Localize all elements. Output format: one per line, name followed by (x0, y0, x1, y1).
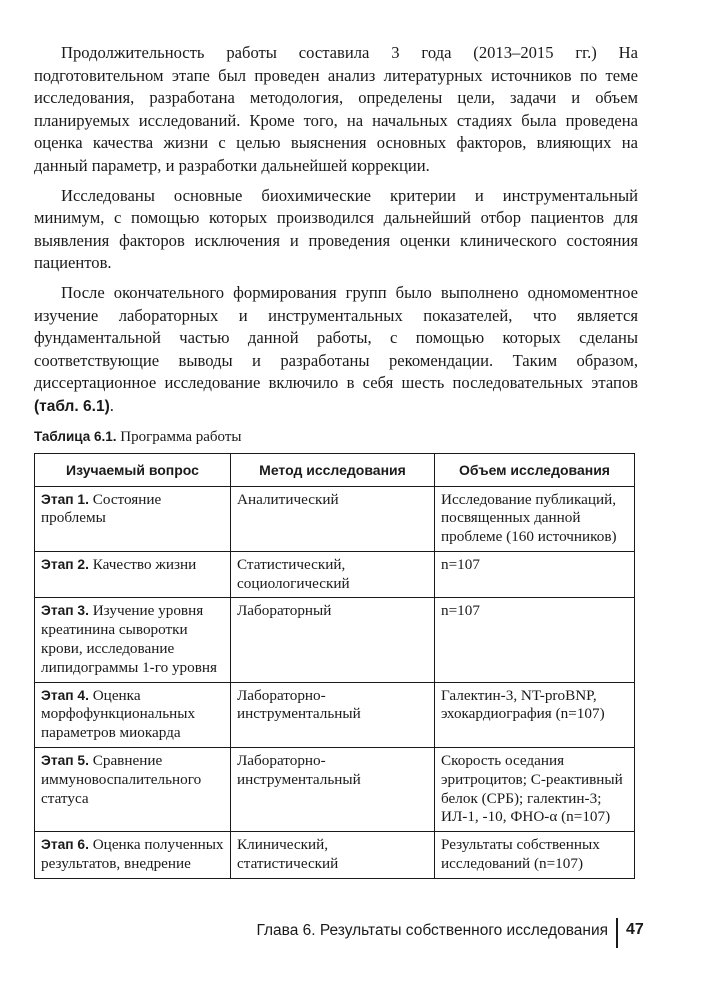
topic-text: Оценка морфофункциональных параметров миокарда (41, 686, 196, 742)
table-row (35, 551, 635, 598)
topic-text: Состояние проблемы (41, 490, 162, 527)
paragraph-1: Продолжительность работы составила 3 года (2013–2015 гг.) На подготовительном этапе был проведен анализ литературных источников по теме исследования, разработана методология, определены цели, задачи и объем планируемых исследований. Кроме того, на начальных стадиях была проведена оценка качества жизни с целью выяснения основных факторов, влияющих на данный параметр, и разработки дальнейшей коррекции. (34, 43, 638, 175)
table-row (35, 748, 635, 832)
cell-topic (35, 682, 231, 747)
stage-label: Этап 4. (41, 687, 89, 703)
cell-method: Клинический, статистический (231, 832, 435, 879)
running-chapter-title: Глава 6. Результаты собственного исследования (256, 922, 608, 939)
stage-label: Этап 5. (41, 753, 89, 769)
cell-topic (35, 551, 231, 598)
table-row (35, 682, 635, 747)
work-program-table (34, 453, 635, 879)
table-caption (34, 429, 638, 446)
cell-method: Лабораторный (231, 598, 435, 682)
page-footer (0, 918, 718, 948)
cell-volume: Галектин-3, NT-proBNP, эхокардиография (n=107) (435, 682, 635, 747)
cell-method: Аналитический (231, 486, 435, 551)
cell-topic (35, 832, 231, 879)
paragraph-3-end: . (109, 395, 114, 415)
paragraph-3-text: После окончательного формирования групп было выполнено одномоментное изучение лабораторных и инструментальных показателей, что является фундаментальной частью данной работы, с помощью которых сделаны соответствующие выводы и разработаны рекомендации. Таким образом, диссертационное исследование включило в себя шесть последовательных этапов (34, 282, 638, 393)
paragraph-2: Исследованы основные биохимические критерии и инструментальный минимум, с помощью которых производился дальнейший отбор пациентов для выявления факторов исключения и проведения оценки клинического состояния пациентов. (34, 185, 638, 273)
footer-divider (616, 918, 618, 948)
table-caption-text: Программа работы (120, 428, 242, 445)
header-volume: Объем исследования (435, 453, 635, 486)
cell-topic (35, 486, 231, 551)
table-header-row (35, 453, 635, 486)
topic-text: Сравнение иммуновоспалительного статуса (41, 752, 202, 807)
topic-text: Изучение уровня креатинина сыворотки крови, исследование липидограммы 1-го уровня (41, 602, 218, 676)
cell-topic (35, 598, 231, 682)
cell-method: Статистический, социологический (231, 551, 435, 598)
topic-text: Оценка полученных результатов, внедрение (41, 836, 224, 873)
cell-volume: Результаты собственных исследований (n=107) (435, 832, 635, 879)
cell-volume: Скорость оседания эритроцитов; С-реактивный белок (СРБ); галектин-3; ИЛ-1, -10, ФНО-α (n=107) (435, 748, 635, 832)
table-row (35, 598, 635, 682)
cell-method: Лабораторно-инструментальный (231, 748, 435, 832)
table-reference: (табл. 6.1) (34, 397, 110, 415)
page-number: 47 (626, 921, 644, 938)
cell-volume: n=107 (435, 551, 635, 598)
table-caption-label: Таблица 6.1. (34, 428, 117, 444)
table-row (35, 486, 635, 551)
cell-volume: Исследование публикаций, посвященных данной проблеме (160 источников) (435, 486, 635, 551)
paragraph-3 (34, 282, 638, 419)
cell-topic (35, 748, 231, 832)
topic-text: Качество жизни (92, 555, 197, 573)
stage-label: Этап 3. (41, 603, 89, 619)
stage-label: Этап 2. (41, 556, 89, 572)
cell-volume: n=107 (435, 598, 635, 682)
header-method: Метод исследования (231, 453, 435, 486)
header-topic: Изучаемый вопрос (35, 453, 231, 486)
stage-label: Этап 1. (41, 491, 89, 507)
table-row (35, 832, 635, 879)
page-content (34, 42, 638, 879)
cell-method: Лабораторно-инструментальный (231, 682, 435, 747)
stage-label: Этап 6. (41, 837, 89, 853)
